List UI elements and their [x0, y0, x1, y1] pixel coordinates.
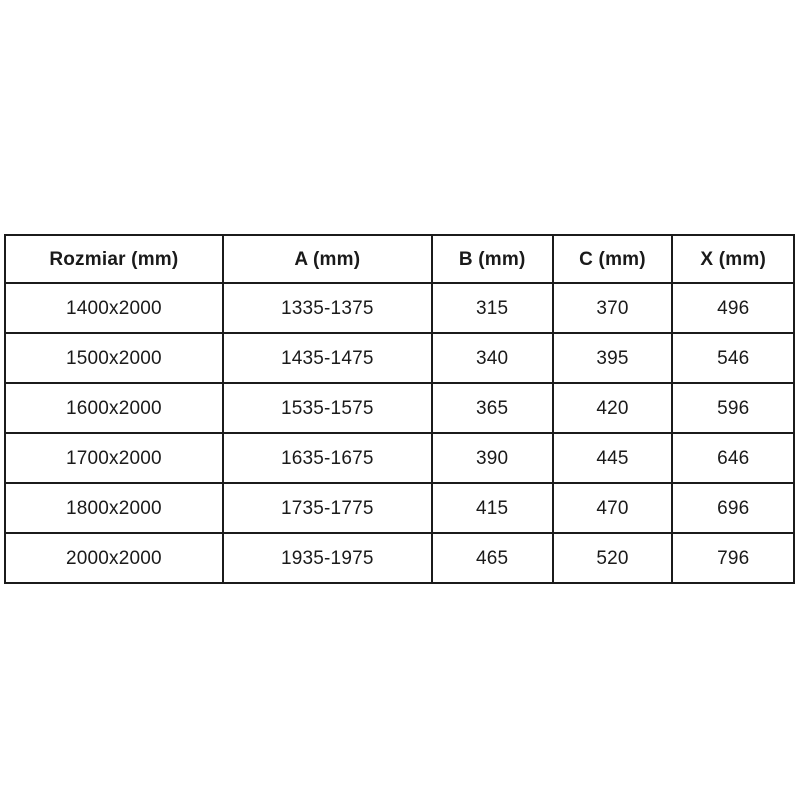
- table-cell: 1935-1975: [223, 533, 432, 583]
- table-cell: 646: [672, 433, 794, 483]
- dimensions-spec-table: [4, 234, 795, 584]
- table-cell: 2000x2000: [5, 533, 223, 583]
- table-cell: 445: [553, 433, 673, 483]
- table-row: [5, 283, 794, 333]
- table-cell: 496: [672, 283, 794, 333]
- table-cell: 1335-1375: [223, 283, 432, 333]
- table-cell: 420: [553, 383, 673, 433]
- table-cell: 1635-1675: [223, 433, 432, 483]
- table-cell: 546: [672, 333, 794, 383]
- table-cell: 1500x2000: [5, 333, 223, 383]
- table-cell: 390: [432, 433, 553, 483]
- table-cell: 1800x2000: [5, 483, 223, 533]
- table-header-row: [5, 235, 794, 283]
- table-cell: 1535-1575: [223, 383, 432, 433]
- table-cell: 1435-1475: [223, 333, 432, 383]
- column-header-b: B (mm): [432, 235, 553, 283]
- table-row: [5, 533, 794, 583]
- table-cell: 1700x2000: [5, 433, 223, 483]
- table-cell: 370: [553, 283, 673, 333]
- table-row: [5, 483, 794, 533]
- table-cell: 465: [432, 533, 553, 583]
- table-cell: 596: [672, 383, 794, 433]
- table-row: [5, 333, 794, 383]
- table-cell: 340: [432, 333, 553, 383]
- table-cell: 365: [432, 383, 553, 433]
- table-cell: 415: [432, 483, 553, 533]
- column-header-c: C (mm): [553, 235, 673, 283]
- table-cell: 470: [553, 483, 673, 533]
- table-cell: 696: [672, 483, 794, 533]
- table-cell: 315: [432, 283, 553, 333]
- table-cell: 1400x2000: [5, 283, 223, 333]
- table-cell: 520: [553, 533, 673, 583]
- table-cell: 1600x2000: [5, 383, 223, 433]
- table-cell: 796: [672, 533, 794, 583]
- column-header-a: A (mm): [223, 235, 432, 283]
- table-row: [5, 433, 794, 483]
- table-cell: 1735-1775: [223, 483, 432, 533]
- table-cell: 395: [553, 333, 673, 383]
- column-header-rozmiar: Rozmiar (mm): [5, 235, 223, 283]
- column-header-x: X (mm): [672, 235, 794, 283]
- table-row: [5, 383, 794, 433]
